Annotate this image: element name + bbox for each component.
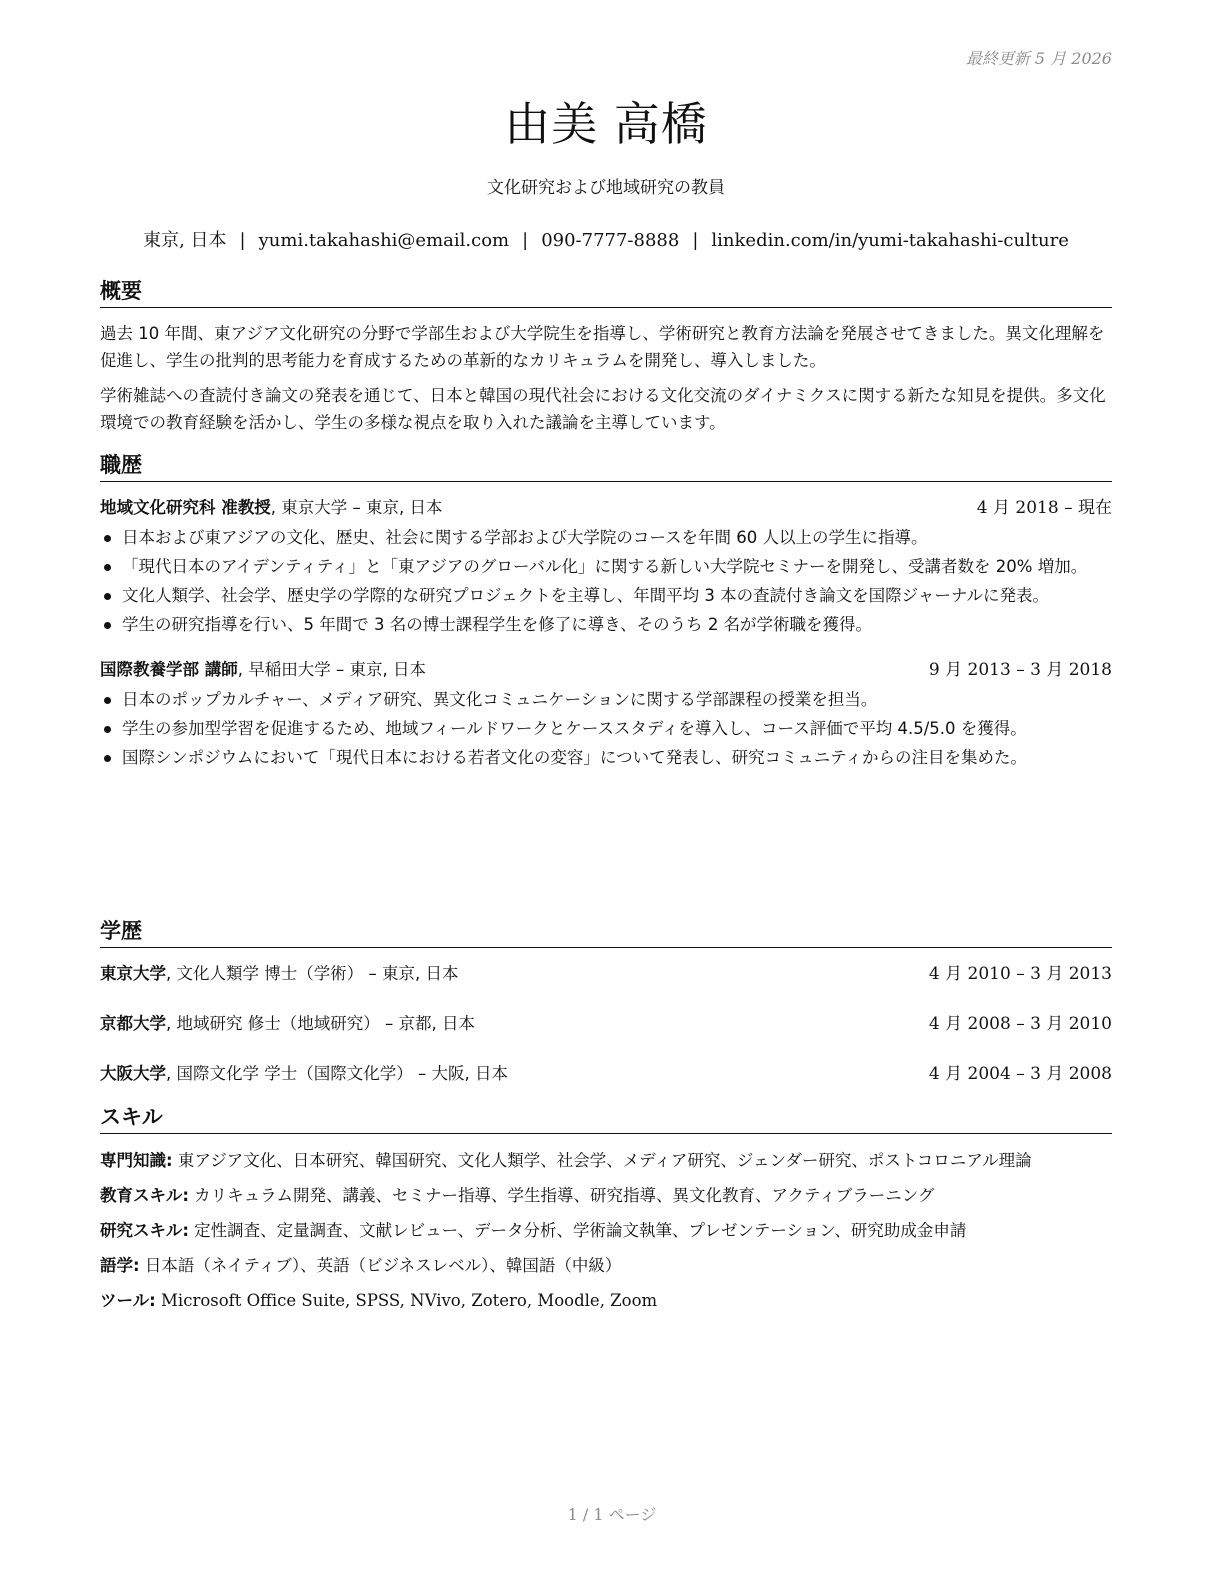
page-number: 1 / 1 ページ bbox=[567, 1505, 657, 1524]
job-bullet: 「現代日本のアイデンティティ」と「東アジアのグローバル化」に関する新しい大学院セミナーを開発し、受講者数を 20% 増加。 bbox=[100, 553, 1112, 580]
contact-email[interactable]: yumi.takahashi@email.com bbox=[258, 230, 510, 251]
job-role: 国際教養学部 講師 bbox=[100, 660, 238, 679]
job-org: , 東京大学 – 東京, 日本 bbox=[270, 498, 443, 517]
contact-separator: | bbox=[522, 230, 529, 251]
education-school: 京都大学 bbox=[100, 1014, 166, 1033]
job-header bbox=[100, 656, 1112, 684]
contact-phone[interactable]: 090-7777-8888 bbox=[541, 230, 680, 251]
skill-value: 東アジア文化、日本研究、韓国研究、文化人類学、社会学、メディア研究、ジェンダー研究、ポストコロニアル理論 bbox=[172, 1151, 1032, 1170]
skill-label: ツール: bbox=[100, 1291, 156, 1310]
education-dates: 4 月 2010 – 3 月 2013 bbox=[928, 964, 1112, 984]
education-detail: , 国際文化学 学士（国際文化学） – 大阪, 日本 bbox=[166, 1064, 508, 1083]
skill-label: 語学: bbox=[100, 1256, 140, 1275]
section-title-experience: 職歴 bbox=[100, 452, 1112, 482]
last-updated: 最終更新 5 月 2026 bbox=[965, 49, 1112, 68]
job-bullet: 日本のポップカルチャー、メディア研究、異文化コミュニケーションに関する学部課程の授業を担当。 bbox=[100, 686, 1112, 713]
candidate-name: 由美 高橋 bbox=[504, 97, 708, 151]
skill-value: カリキュラム開発、講義、セミナー指導、学生指導、研究指導、異文化教育、アクティブラーニング bbox=[188, 1186, 935, 1205]
job-bullet: 学生の参加型学習を促進するため、地域フィールドワークとケーススタディを導入し、コース評価で平均 4.5/5.0 を獲得。 bbox=[100, 715, 1112, 742]
contact-linkedin[interactable]: linkedin.com/in/yumi-takahashi-culture bbox=[711, 230, 1069, 251]
job-dates: 9 月 2013 – 3 月 2018 bbox=[928, 660, 1112, 680]
job-role: 地域文化研究科 准教授 bbox=[100, 498, 271, 517]
job-bullets bbox=[100, 524, 1112, 638]
skill-label: 専門知識: bbox=[100, 1151, 173, 1170]
skill-row bbox=[100, 1217, 1112, 1244]
summary-section bbox=[100, 278, 1112, 436]
skills-section bbox=[100, 1104, 1112, 1314]
candidate-headline: 文化研究および地域研究の教員 bbox=[487, 178, 725, 198]
education-entry bbox=[100, 1010, 1112, 1038]
education-detail: , 文化人類学 博士（学術） – 東京, 日本 bbox=[166, 964, 459, 983]
skill-label: 研究スキル: bbox=[100, 1221, 189, 1240]
job-bullet: 文化人類学、社会学、歴史学の学際的な研究プロジェクトを主導し、年間平均 3 本の査読付き論文を国際ジャーナルに発表。 bbox=[100, 582, 1112, 609]
skill-row bbox=[100, 1252, 1112, 1279]
education-dates: 4 月 2004 – 3 月 2008 bbox=[928, 1064, 1112, 1084]
job-entry bbox=[100, 656, 1112, 771]
contact-line bbox=[100, 226, 1112, 252]
contact-separator: | bbox=[239, 230, 246, 251]
skill-row bbox=[100, 1287, 1112, 1314]
education-school: 東京大学 bbox=[100, 964, 166, 983]
education-entry bbox=[100, 960, 1112, 988]
education-dates: 4 月 2008 – 3 月 2010 bbox=[928, 1014, 1112, 1034]
job-bullet: 学生の研究指導を行い、5 年間で 3 名の博士課程学生を修了に導き、そのうち 2 名が学術職を獲得。 bbox=[100, 611, 1112, 638]
summary-paragraph: 学術雑誌への査読付き論文の発表を通じて、日本と韓国の現代社会における文化交流のダイナミクスに関する新たな知見を提供。多文化環境での教育経験を活かし、学生の多様な視点を取り入れた議論を主導しています。 bbox=[100, 386, 1106, 432]
skill-row bbox=[100, 1147, 1112, 1174]
section-title-education: 学歴 bbox=[100, 918, 1112, 948]
job-bullet: 国際シンポジウムにおいて「現代日本における若者文化の変容」について発表し、研究コミュニティからの注目を集めた。 bbox=[100, 744, 1112, 771]
job-dates: 4 月 2018 – 現在 bbox=[976, 498, 1112, 518]
job-entry bbox=[100, 494, 1112, 638]
skill-row bbox=[100, 1182, 1112, 1209]
education-detail: , 地域研究 修士（地域研究） – 京都, 日本 bbox=[166, 1014, 475, 1033]
education-section bbox=[100, 918, 1112, 1088]
skill-value: 日本語（ネイティブ）、英語（ビジネスレベル）、韓国語（中級） bbox=[139, 1256, 622, 1275]
job-org: , 早稲田大学 – 東京, 日本 bbox=[237, 660, 426, 679]
section-title-summary: 概要 bbox=[100, 278, 1112, 308]
education-entry bbox=[100, 1060, 1112, 1088]
contact-location: 東京, 日本 bbox=[143, 230, 227, 251]
job-bullets bbox=[100, 686, 1112, 771]
contact-separator: | bbox=[692, 230, 699, 251]
job-bullet: 日本および東アジアの文化、歴史、社会に関する学部および大学院のコースを年間 60 人以上の学生に指導。 bbox=[100, 524, 1112, 551]
summary-paragraph: 過去 10 年間、東アジア文化研究の分野で学部生および大学院生を指導し、学術研究と教育方法論を発展させてきました。異文化理解を促進し、学生の批判的思考能力を育成するための革新的なカリキュラムを開発し、導入しました。 bbox=[100, 324, 1105, 370]
education-school: 大阪大学 bbox=[100, 1064, 166, 1083]
experience-section bbox=[100, 452, 1112, 771]
job-header bbox=[100, 494, 1112, 522]
resume-page bbox=[100, 0, 1112, 1584]
skill-value: 定性調査、定量調査、文献レビュー、データ分析、学術論文執筆、プレゼンテーション、研究助成金申請 bbox=[188, 1221, 967, 1240]
skill-value: Microsoft Office Suite, SPSS, NVivo, Zotero, Moodle, Zoom bbox=[155, 1291, 658, 1310]
skill-label: 教育スキル: bbox=[100, 1186, 189, 1205]
section-title-skills: スキル bbox=[100, 1104, 1112, 1134]
